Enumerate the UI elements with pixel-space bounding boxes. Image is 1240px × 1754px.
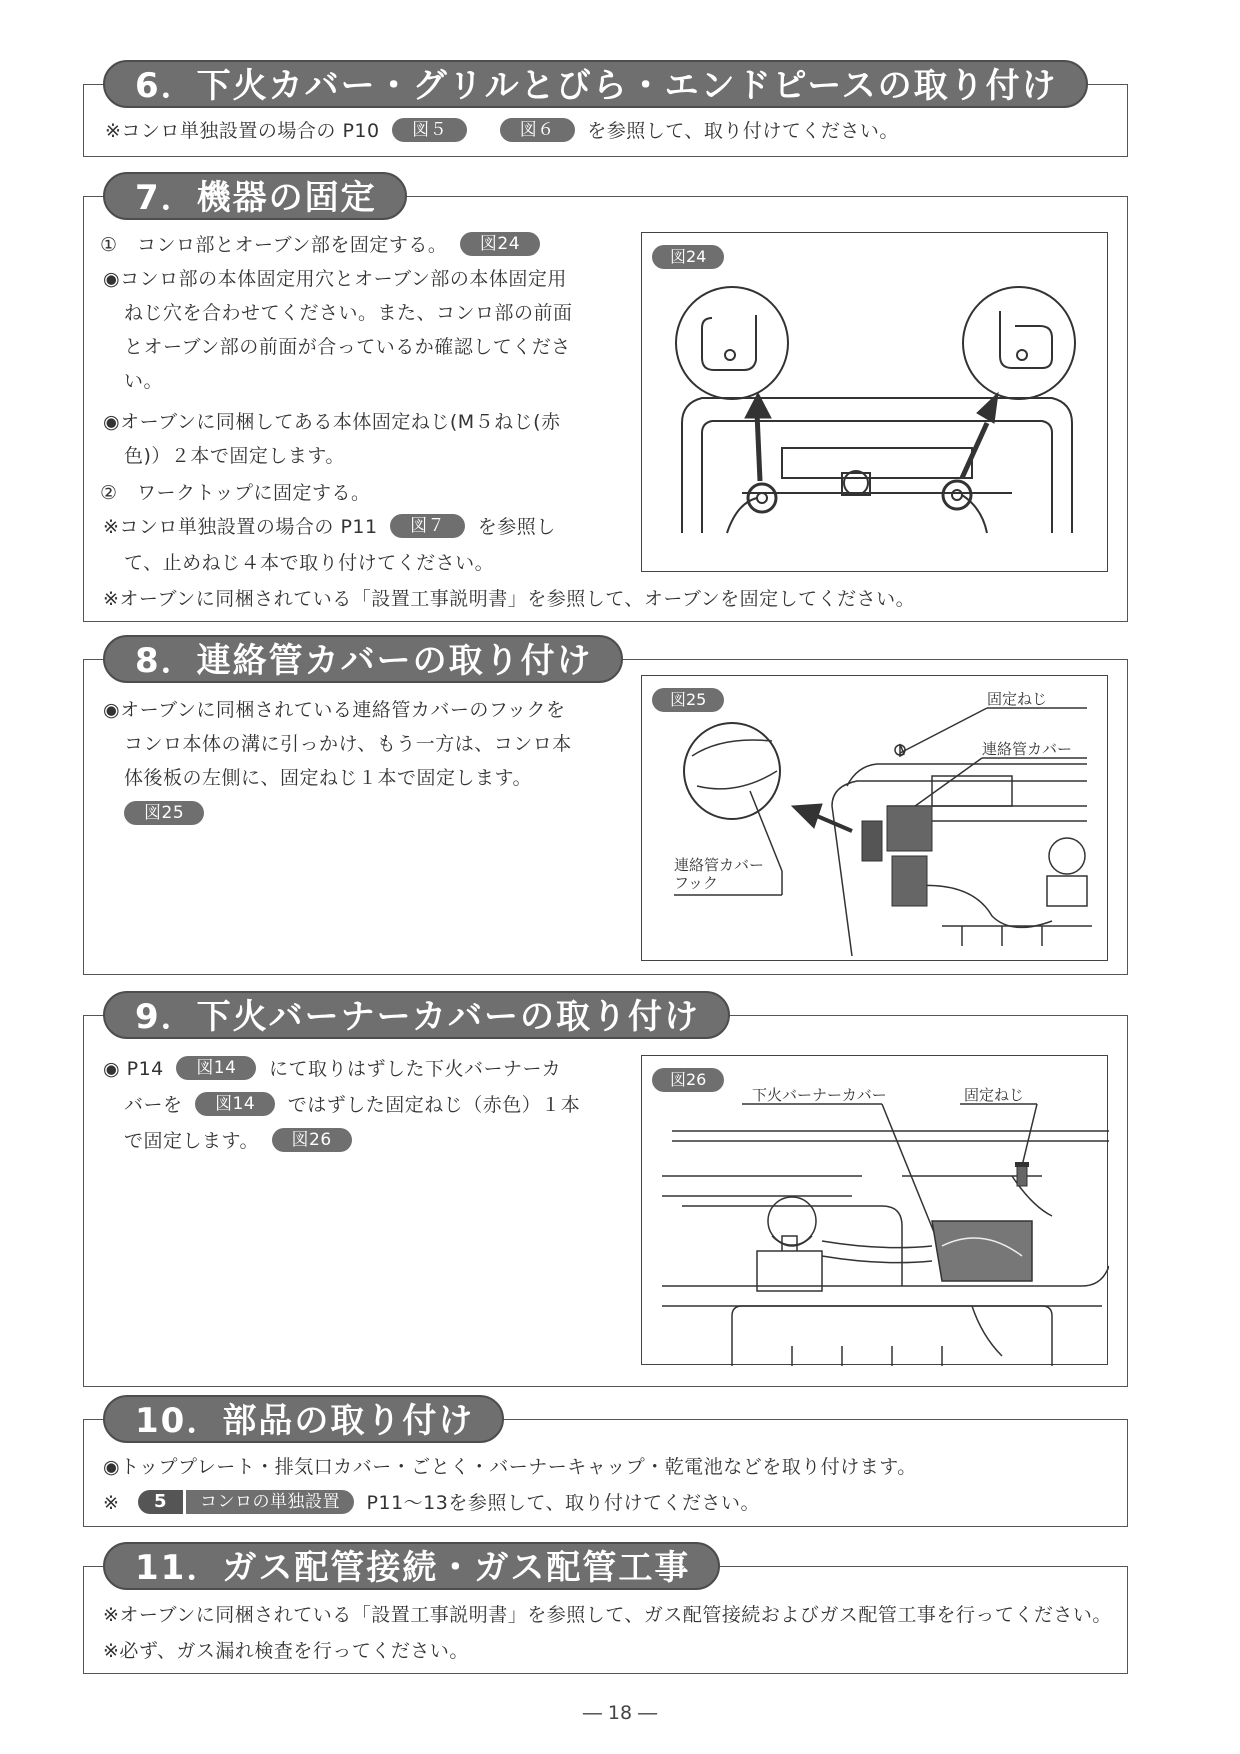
section-7-bullet1-line1: ◉コンロ部の本体固定用穴とオーブン部の本体固定用: [103, 268, 567, 290]
section-8-ref-line: [124, 797, 210, 831]
chapter-5-tag[interactable]: 5: [138, 1490, 183, 1514]
section-7-note1-pre: ※コンロ単独設置の場合の P11: [103, 516, 378, 538]
callout-fixing-screw-26: 固定ねじ: [964, 1086, 1025, 1104]
section-11-line1: ※オーブンに同梱されている「設置工事説明書」を参照して、ガス配管接続およびガス配管工事を行ってください。: [103, 1604, 1112, 1626]
section-10-line2-pre: ※: [103, 1492, 120, 1514]
section-11-title: 11．ガス配管接続・ガス配管工事: [103, 1542, 720, 1590]
section-7-note1: [103, 510, 556, 544]
section-6-title: 6．下火カバー・グリルとびら・エンドピースの取り付け: [103, 60, 1088, 108]
section-6-text-post: を参照して、取り付けてください。: [587, 120, 899, 142]
figure-26: [641, 1055, 1108, 1365]
callout-cover-hook-line2: フック: [674, 874, 718, 892]
figure-25-label: 図25: [652, 688, 724, 712]
chapter-5-name[interactable]: コンロの単独設置: [186, 1490, 354, 1514]
section-9-title: 9．下火バーナーカバーの取り付け: [103, 991, 730, 1039]
section-8-title: 8．連絡管カバーの取り付け: [103, 635, 623, 683]
figure-5-ref[interactable]: 図５: [392, 118, 467, 142]
section-8-line3: 体後板の左側に、固定ねじ１本で固定します。: [124, 767, 532, 789]
section-7-bullet1-line4: い。: [124, 370, 164, 392]
figure-26-label: 図26: [652, 1068, 724, 1092]
section-9-line2-post: ではずした固定ねじ（赤色）１本: [287, 1094, 581, 1116]
section-10-line2: [103, 1486, 760, 1520]
section-6-text: [105, 114, 899, 148]
section-7-item1: [100, 228, 546, 262]
figure-7-ref[interactable]: 図７: [390, 514, 465, 538]
figure-26-illustration: [642, 1056, 1109, 1366]
section-9-line1-pre: ◉ P14: [103, 1058, 164, 1080]
section-11-line2: ※必ず、ガス漏れ検査を行ってください。: [103, 1640, 469, 1662]
section-7-item2: ② ワークトップに固定する。: [100, 482, 371, 504]
section-9-line3: [124, 1124, 358, 1158]
section-7-bullet1-line2: ねじ穴を合わせてください。また、コンロ部の前面: [124, 302, 573, 324]
section-7-bullet2-line2: 色)）２本で固定します。: [124, 445, 345, 467]
figure-25-ref[interactable]: 図25: [124, 801, 204, 825]
callout-fixing-screw: 固定ねじ: [987, 690, 1048, 708]
section-7-title: 7．機器の固定: [103, 172, 407, 220]
section-10-line1: ◉トッププレート・排気口カバー・ごとく・バーナーキャップ・乾電池などを取り付けます。: [103, 1456, 917, 1478]
section-6-text-pre: ※コンロ単独設置の場合の P10: [105, 120, 380, 142]
figure-24-illustration: [642, 233, 1109, 573]
callout-pipe-cover: 連絡管カバー: [982, 740, 1073, 758]
section-9-line3-pre: で固定します。: [124, 1130, 259, 1152]
section-7-bullet1-line3: とオーブン部の前面が合っているか確認してくださ: [124, 336, 571, 358]
figure-14-ref-1[interactable]: 図14: [176, 1056, 256, 1080]
figure-24: [641, 232, 1108, 572]
section-10-line2-post: P11〜13を参照して、取り付けてください。: [366, 1492, 760, 1514]
section-7-bullet2-line1: ◉オーブンに同梱してある本体固定ねじ(M５ねじ(赤: [103, 411, 561, 433]
figure-26-ref[interactable]: 図26: [272, 1128, 352, 1152]
figure-24-ref[interactable]: 図24: [460, 232, 540, 256]
section-8-line2: コンロ本体の溝に引っかけ、もう一方は、コンロ本: [124, 733, 572, 755]
page-number: ― 18 ―: [582, 1702, 658, 1724]
figure-25-illustration: [642, 676, 1109, 962]
figure-14-ref-2[interactable]: 図14: [195, 1092, 275, 1116]
section-9-line1-post: にて取りはずした下火バーナーカ: [269, 1058, 562, 1080]
callout-cover-hook-line1: 連絡管カバー: [674, 856, 765, 874]
section-9-line2: [124, 1088, 580, 1122]
callout-burner-cover: 下火バーナーカバー: [752, 1086, 887, 1104]
section-8-line1: ◉オーブンに同梱されている連絡管カバーのフックを: [103, 699, 566, 721]
figure-6-ref[interactable]: 図６: [500, 118, 575, 142]
figure-24-label: 図24: [652, 245, 724, 269]
figure-25: [641, 675, 1108, 961]
section-9-line2-pre: バーを: [124, 1094, 183, 1116]
section-7-item1-text: ① コンロ部とオーブン部を固定する。: [100, 234, 448, 256]
section-7-note1-post: を参照し: [477, 516, 556, 538]
section-7-note2: ※オーブンに同梱されている「設置工事説明書」を参照して、オーブンを固定してください。: [103, 588, 916, 610]
section-7-note1-line2: て、止めねじ４本で取り付けてください。: [124, 552, 495, 574]
section-9-line1: [103, 1052, 561, 1086]
section-10-title: 10．部品の取り付け: [103, 1395, 504, 1443]
